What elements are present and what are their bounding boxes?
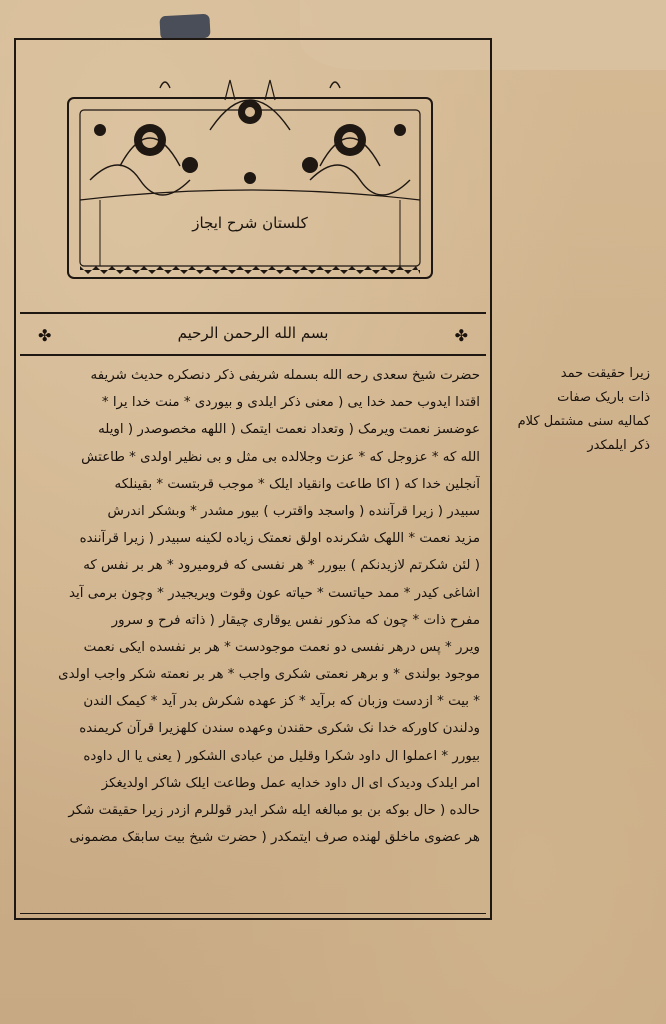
text-line: اقتدا ایدوب حمد خدا یی ( معنی ذکر ایلدی و بیوردی * منت خدا یرا * <box>101 395 480 411</box>
margin-gloss <box>500 362 650 458</box>
text-line: آنجلین خدا که ( اکا طاعت وانقیاد ایلک * موجب قربتست * بقینلکه <box>114 476 480 492</box>
book-title: کلستان شرح ایجاز <box>192 214 308 232</box>
text-line: ویرر * پس درهر نفسی دو نعمت موجودست * هر بر نفسده ایکی نعمت <box>83 639 480 655</box>
left-flourish-icon: ✤ <box>38 326 52 345</box>
text-line: اشاغی کیدر * ممد حیاتست * حیاته عون وقوت ویریجیدر * وچون برمی آید <box>68 585 480 601</box>
text-line: حالده ( حال بوکه بن بو مبالغه ایله شکر ایدر قوللرم ازدر زیرا حقیقت شکر <box>68 803 480 818</box>
basmala: بسم الله الرحمن الرحیم <box>177 324 329 342</box>
text-line: موجود بولندی * و برهر نعمتی شکری واجب * هر بر نعمته شکر واجب اولدی <box>58 667 480 683</box>
text-line: هر عضوی ماخلق لهنده صرف ایتمکدر ( حضرت شیخ بیت سابقک مضمونی <box>69 830 480 846</box>
bottom-rule <box>20 913 486 914</box>
paper-stain <box>159 14 210 41</box>
text-line: * بیت * ازدست وزبان که برآید * کز عهده شکرش بدر آید * کیمک الندن <box>83 694 480 710</box>
text-line: ودلندن کاورکه خدا نک شکری حقندن وعهده سندن کلهزیرا قرآن کریمنده <box>79 721 480 737</box>
margin-line: کمالیه سنی مشتمل کلام <box>517 414 650 429</box>
text-line: مزید نعمت * اللهک شکرنده اولق نعمتک زیاده لکینه سبیدر ( زیرا قرآننده <box>79 531 480 547</box>
main-text-body <box>24 362 480 851</box>
text-line: ( لئن شکرتم لازیدنکم ) بیورر * هر نفسی که فرومیرود * هر بر نفس که <box>83 558 480 574</box>
margin-line: زیرا حقیقت حمد <box>560 366 650 381</box>
text-line: امر ایلدک وديدک ای ال داود خدایه عمل وطاعت ایلک شاکر اولدیغکز <box>101 775 480 791</box>
text-line: عوضسز نعمت ویرمک ( وتعداد نعمت ایتمک ( اللهه مخصوصدر ( اویله <box>98 422 480 438</box>
margin-line: ذکر ایلمکدر <box>587 438 650 453</box>
text-line: بیورر * اعملوا ال داود شکرا وقلیل من عبادی الشکور ( یعنی یا ال داوده <box>83 748 480 764</box>
text-line: سبیدر ( زیرا قرآننده ( واسجد واقترب ) بیور مشدر * وبشکر اندرش <box>107 503 480 519</box>
text-line: حضرت شیخ سعدی رحه الله بسمله شریفی ذکر دنصکره حدیث شریفه <box>90 368 480 383</box>
text-line: الله که * عزوجل که * عزت وجلالده بی مثل و بی نظیر اولدی * طاعتش <box>81 449 480 465</box>
title-ornament-cartouche <box>60 70 440 285</box>
right-flourish-icon: ✤ <box>454 326 468 345</box>
text-line: مفرح ذات * چون که مذکور نفس یوقاری چیقار ( ذاته فرح و سرور <box>111 612 480 628</box>
margin-line: ذات باریک صفات <box>557 390 650 405</box>
basmala-band <box>20 312 486 356</box>
